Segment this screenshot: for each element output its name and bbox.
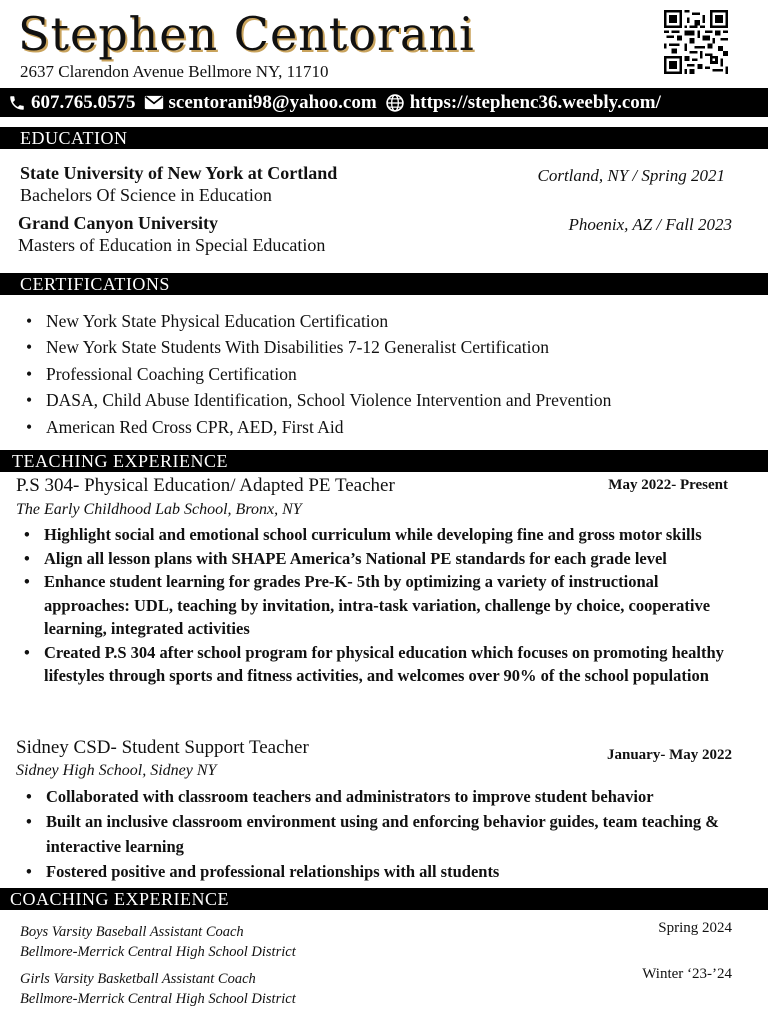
coaching-role: Boys Varsity Baseball Assistant Coach (20, 924, 244, 940)
teaching-heading (0, 450, 768, 472)
list-item: • American Red Cross CPR, AED, First Aid (20, 414, 740, 440)
job-employer: Sidney High School, Sidney NY (16, 762, 217, 779)
education-heading-label: EDUCATION (20, 128, 128, 148)
coaching-entry (20, 969, 296, 1009)
education-degree: Masters of Education in Special Education (18, 235, 326, 255)
coaching-heading-label: COACHING EXPERIENCE (10, 889, 229, 909)
phone-icon (8, 94, 26, 112)
list-item: • New York State Physical Education Certification (20, 308, 740, 334)
education-location-date: Phoenix, AZ / Fall 2023 (568, 215, 732, 234)
list-item: • Align all lesson plans with SHAPE America’s National PE standards for each grade level (18, 547, 736, 571)
job-dates: January- May 2022 (607, 747, 732, 763)
certifications-heading-label: CERTIFICATIONS (20, 274, 170, 294)
job-title: Sidney CSD- Student Support Teacher (16, 737, 309, 758)
list-item: • Built an inclusive classroom environment using and enforcing behavior guides, team teaching & interactive learning (20, 809, 720, 859)
home-address: 2637 Clarendon Avenue Bellmore NY, 11710 (20, 62, 329, 81)
mail-icon (144, 95, 164, 110)
coaching-organization: Bellmore-Merrick Central High School District (20, 991, 296, 1007)
job-dates: May 2022- Present (608, 477, 728, 493)
teaching-heading-label: TEACHING EXPERIENCE (12, 451, 228, 471)
coaching-heading (0, 888, 768, 910)
job-title: P.S 304- Physical Education/ Adapted PE Teacher (16, 475, 395, 496)
education-location-date: Cortland, NY / Spring 2021 (537, 166, 725, 185)
certifications-list (20, 308, 740, 440)
phone-number: 607.765.0575 (31, 91, 136, 113)
coaching-organization: Bellmore-Merrick Central High School District (20, 944, 296, 960)
phone-contact[interactable] (8, 92, 136, 114)
education-degree: Bachelors Of Science in Education (20, 185, 272, 205)
list-item: • Highlight social and emotional school curriculum while developing fine and gross motor skills (18, 523, 736, 547)
job-employer: The Early Childhood Lab School, Bronx, NY (16, 501, 302, 518)
list-item: • Fostered positive and professional relationships with all students (20, 859, 720, 884)
website-contact[interactable] (385, 92, 661, 114)
list-item: • DASA, Child Abuse Identification, School Violence Intervention and Prevention (20, 387, 740, 413)
job-duties-list (18, 523, 736, 688)
candidate-name: Stephen Centorani (18, 7, 475, 61)
job-duties-list (20, 784, 720, 884)
education-heading (0, 127, 768, 149)
coaching-role: Girls Varsity Basketball Assistant Coach (20, 971, 256, 987)
list-item: • Created P.S 304 after school program for physical education which focuses on promoting healthy lifestyles through sports and fitness activities, and welcomes over 90% of the school population (18, 641, 736, 688)
list-item: • New York State Students With Disabilities 7-12 Generalist Certification (20, 334, 740, 360)
list-item: • Professional Coaching Certification (20, 361, 740, 387)
list-item: • Collaborated with classroom teachers and administrators to improve student behavior (20, 784, 720, 809)
coaching-entry (20, 922, 296, 962)
certifications-heading (0, 273, 768, 295)
email-contact[interactable] (144, 92, 377, 114)
coaching-dates: Winter ‘23-’24 (642, 966, 732, 982)
qr-code-icon[interactable] (664, 10, 728, 74)
list-item: • Enhance student learning for grades Pre-K- 5th by optimizing a variety of instructional approaches: UDL, teaching by invitation, intra-task variation, challenge by choice, cooperative learning, integrated activities (18, 570, 736, 641)
website-link[interactable]: https://stephenc36.weebly.com/ (409, 91, 661, 113)
education-institution: Grand Canyon University (18, 213, 219, 233)
coaching-dates: Spring 2024 (658, 920, 732, 936)
email-address: scentorani98@yahoo.com (168, 91, 377, 113)
education-institution: State University of New York at Cortland (20, 163, 338, 183)
contact-bar (0, 88, 768, 117)
globe-icon (385, 93, 405, 113)
